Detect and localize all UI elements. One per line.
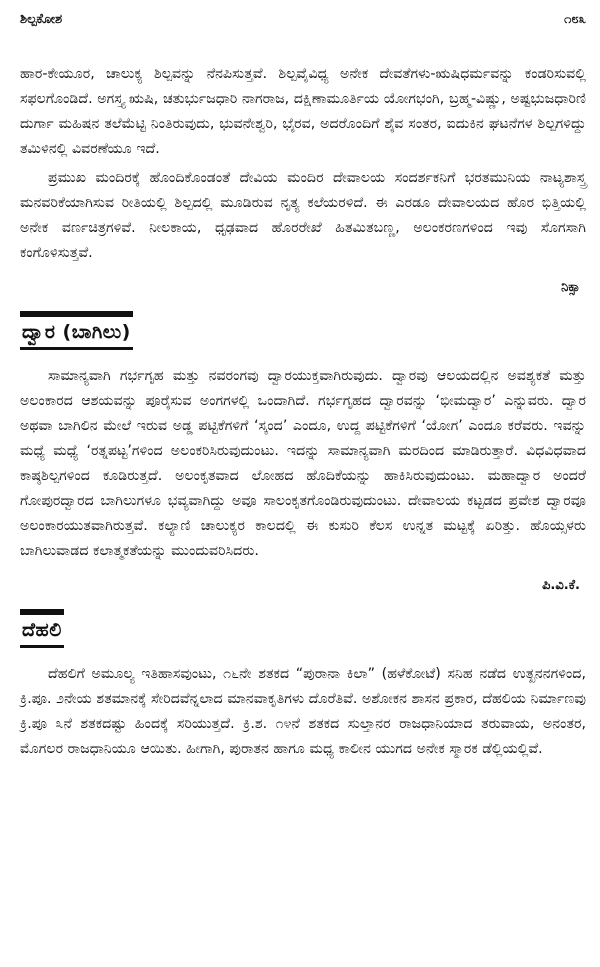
running-header — [20, 6, 586, 32]
section-body-dehali: ದೆಹಲಿಗೆ ಅಮೂಲ್ಯ ಇತಿಹಾಸವುಂಟು, ೧೬ನೇ ಶತಕದ “ಪುರಾನಾ ಕಿಲಾ” (ಹಳೆಕೋಟೆ) ಸನಿಹ ನಡೆದ ಉತ್ಖನನಗಳಿಂದ, ಕ್ರಿ.ಪೂ. ೨ನೇಯ ಶತಮಾನಕ್ಕೆ ಸೇರಿದವೆನ್ನಲಾದ ಮಾನವಾಕೃತಿಗಳು ದೊರೆತಿವೆ. ಅಶೋಕನ ಶಾಸನ ಪ್ರಕಾರ, ದೆಹಲಿಯ ನಿರ್ಮಾಣವು ಕ್ರಿ.ಪೂ ೩ನೆ ಶತಕದಷ್ಟು ಹಿಂದಕ್ಕೆ ಸರಿಯುತ್ತದೆ. ಕ್ರಿ.ಶ. ೧೪ನೆ ಶತಕದ ಸುಲ್ತಾನರ ರಾಜಧಾನಿಯಾದ ತರುವಾಯ, ಅನಂತರ, ಮೊಗಲರ ರಾಜಧಾನಿಯೂ ಆಯಿತು. ಹೀಗಾಗಿ, ಪುರಾತನ ಹಾಗೂ ಮಧ್ಯ ಕಾಲೀನ ಯುಗದ ಅನೇಕ ಸ್ಮಾರಕ ಡೆಲ್ಲಿಯಲ್ಲಿವೆ. — [20, 666, 586, 757]
header-book-title: ಶಿಲ್ಪಕೋಶ — [20, 11, 63, 27]
author-signature: ನಿಕ್ಸಾ — [561, 280, 580, 295]
author-signature: ಪಿ.ವಿ.ಕೆ. — [542, 578, 580, 593]
section-title: ದೆಹಲಿ — [20, 609, 64, 648]
section-body-dwara: ಸಾಮಾನ್ಯವಾಗಿ ಗರ್ಭಗೃಹ ಮತ್ತು ನವರಂಗವು ದ್ವಾರಯುಕ್ತವಾಗಿರುವುದು. ದ್ವಾರವು ಆಲಯದಲ್ಲಿನ ಅವಶ್ಯಕತೆ ಮತ್ತು ಅಲಂಕಾರದ ಆಶಯವನ್ನು ಪೂರೈಸುವ ಅಂಗಗಳಲ್ಲಿ ಒಂದಾಗಿದೆ. ಗರ್ಭಗೃಹದ ದ್ವಾರವನ್ನು ‘ಭೀಮದ್ವಾರ’ ಎನ್ನುವರು. ದ್ವಾರ ಅಥವಾ ಬಾಗಿಲಿನ ಮೇಲೆ ಇರುವ ಅಡ್ಡ ಪಟ್ಟಿಕೆಗಳಿಗೆ ‘ಸ್ಕಂದ’ ಎಂದೂ, ಉದ್ದ ಪಟ್ಟಿಕೆಗಳಿಗೆ ‘ಯೋಗ’ ಎಂದೂ ಕರೆವರು. ಇವನ್ನು ಮಧ್ಯೆ ಮಧ್ಯೆ ‘ರತ್ನಪಟ್ಟ’ಗಳಿಂದ ಅಲಂಕರಿಸಿರುವುದುಂಟು. ಇದನ್ನು ಸಾಮಾನ್ಯವಾಗಿ ಮರದಿಂದ ಮಾಡಿರುತ್ತಾರೆ. ವಿಧವಿಧವಾದ ಕಾಷ್ಠಶಿಲ್ಪಗಳಿಂದ ಕೂಡಿರುತ್ತದೆ. ಅಲಂಕೃತವಾದ ಲೋಹದ ಹೊದಿಕೆಯನ್ನು ಹಾಕಿಸಿರುವುದುಂಟು. ಮಹಾದ್ವಾರ ಅಂದರೆ ಗೋಪುರದ್ವಾರದ ಬಾಗಿಲುಗಳೂ ಭವ್ಯವಾಗಿದ್ದು ಅವೂ ಸಾಲಂಕೃತಗೊಂಡಿರುವುದುಂಟು. ದೇವಾಲಯ ಕಟ್ಟಡದ ಪ್ರವೇಶ ದ್ವಾರವೂ ಅಲಂಕಾರಯುತವಾಗಿರುತ್ತವೆ. ಕಲ್ಯಾಣಿ ಚಾಲುಕ್ಯರ ಕಾಲದಲ್ಲಿ ಈ ಕುಸುರಿ ಕೆಲಸ ಉನ್ನತ ಮಟ್ಟಕ್ಕೆ ಏರಿತ್ತು. ಹೊಯ್ಸಳರು ಬಾಗಿಲುವಾಡದ ಕಲಾತ್ಮಕತೆಯನ್ನು ಮುಂದುವರಿಸಿದರು. — [20, 368, 586, 559]
intro-paragraph-2: ಪ್ರಮುಖ ಮಂದಿರಕ್ಕೆ ಹೊಂದಿಕೊಂಡಂತೆ ದೇವಿಯ ಮಂದಿರ ದೇವಾಲಯ ಸಂದರ್ಶಕನಿಗೆ ಭರತಮುನಿಯ ನಾಟ್ಯಶಾಸ್ತ್ರ ಮನವರಿಕೆಯಾಗಿಸುವ ರೀತಿಯಲ್ಲಿ ಶಿಲ್ಪದಲ್ಲಿ ಮೂಡಿರುವ ನೃತ್ಯ ಕಲೆಯರಳಿದೆ. ಈ ಎರಡೂ ದೇವಾಲಯದ ಹೊರ ಭಿತ್ತಿಯಲ್ಲಿ ಅನೇಕ ವರ್ಣಚಿತ್ರಗಳಿವೆ. ನೀಲಕಾಯ, ಧೃಢವಾದ ಹೊರರೇಖೆ ಹಿತಮಿತಬಣ್ಣ, ಅಲಂಕರಣಗಳಿಂದ ಇವು ಸೊಗಸಾಗಿ ಕಂಗೊಳಿಸುತ್ತವೆ. — [20, 170, 586, 261]
intro-paragraph-1: ಹಾರ-ಕೇಯೂರ, ಚಾಲುಕ್ಯ ಶಿಲ್ಪವನ್ನು ನೆನಪಿಸುತ್ತವೆ. ಶಿಲ್ಪವೈವಿಧ್ಯ ಅನೇಕ ದೇವತೆಗಳು-ಋಷಿಧರ್ಮವನ್ನು ಕಂಡರಿಸುವಲ್ಲಿ ಸಫಲಗೊಂಡಿದೆ. ಅಗಸ್ತ್ಯ ಋಷಿ, ಚತುರ್ಭುಜಧಾರಿ ನಾಗರಾಜ, ದಕ್ಷಿಣಾಮೂರ್ತಿಯ ಯೋಗಭಂಗಿ, ಬ್ರಹ್ಮ-ವಿಷ್ಣು, ಅಷ್ಟಭುಜಧಾರಿಣಿ ದುರ್ಗಾ ಮಹಿಷನ ತಲೆಮೆಟ್ಟಿ ನಿಂತಿರುವುದು, ಭುವನೇಶ್ವರಿ, ಭೈರವ, ಅದರೊಂದಿಗೆ ಶೈವ ಸಂತರ, ಐದುಕಿನ ಘಟನೆಗಳ ಶಿಲ್ಪಗಳಿದ್ದು ತಮಿಳಿನಲ್ಲಿ ವಿವರಣೆಯೂ ಇದೆ. — [20, 66, 586, 157]
section-heading-dehali — [20, 609, 586, 648]
section-title: ದ್ವಾರ (ಬಾಗಿಲು) — [20, 311, 133, 350]
header-page-number: ೧೮೩ — [564, 11, 586, 27]
section-heading-dwara — [20, 311, 586, 350]
